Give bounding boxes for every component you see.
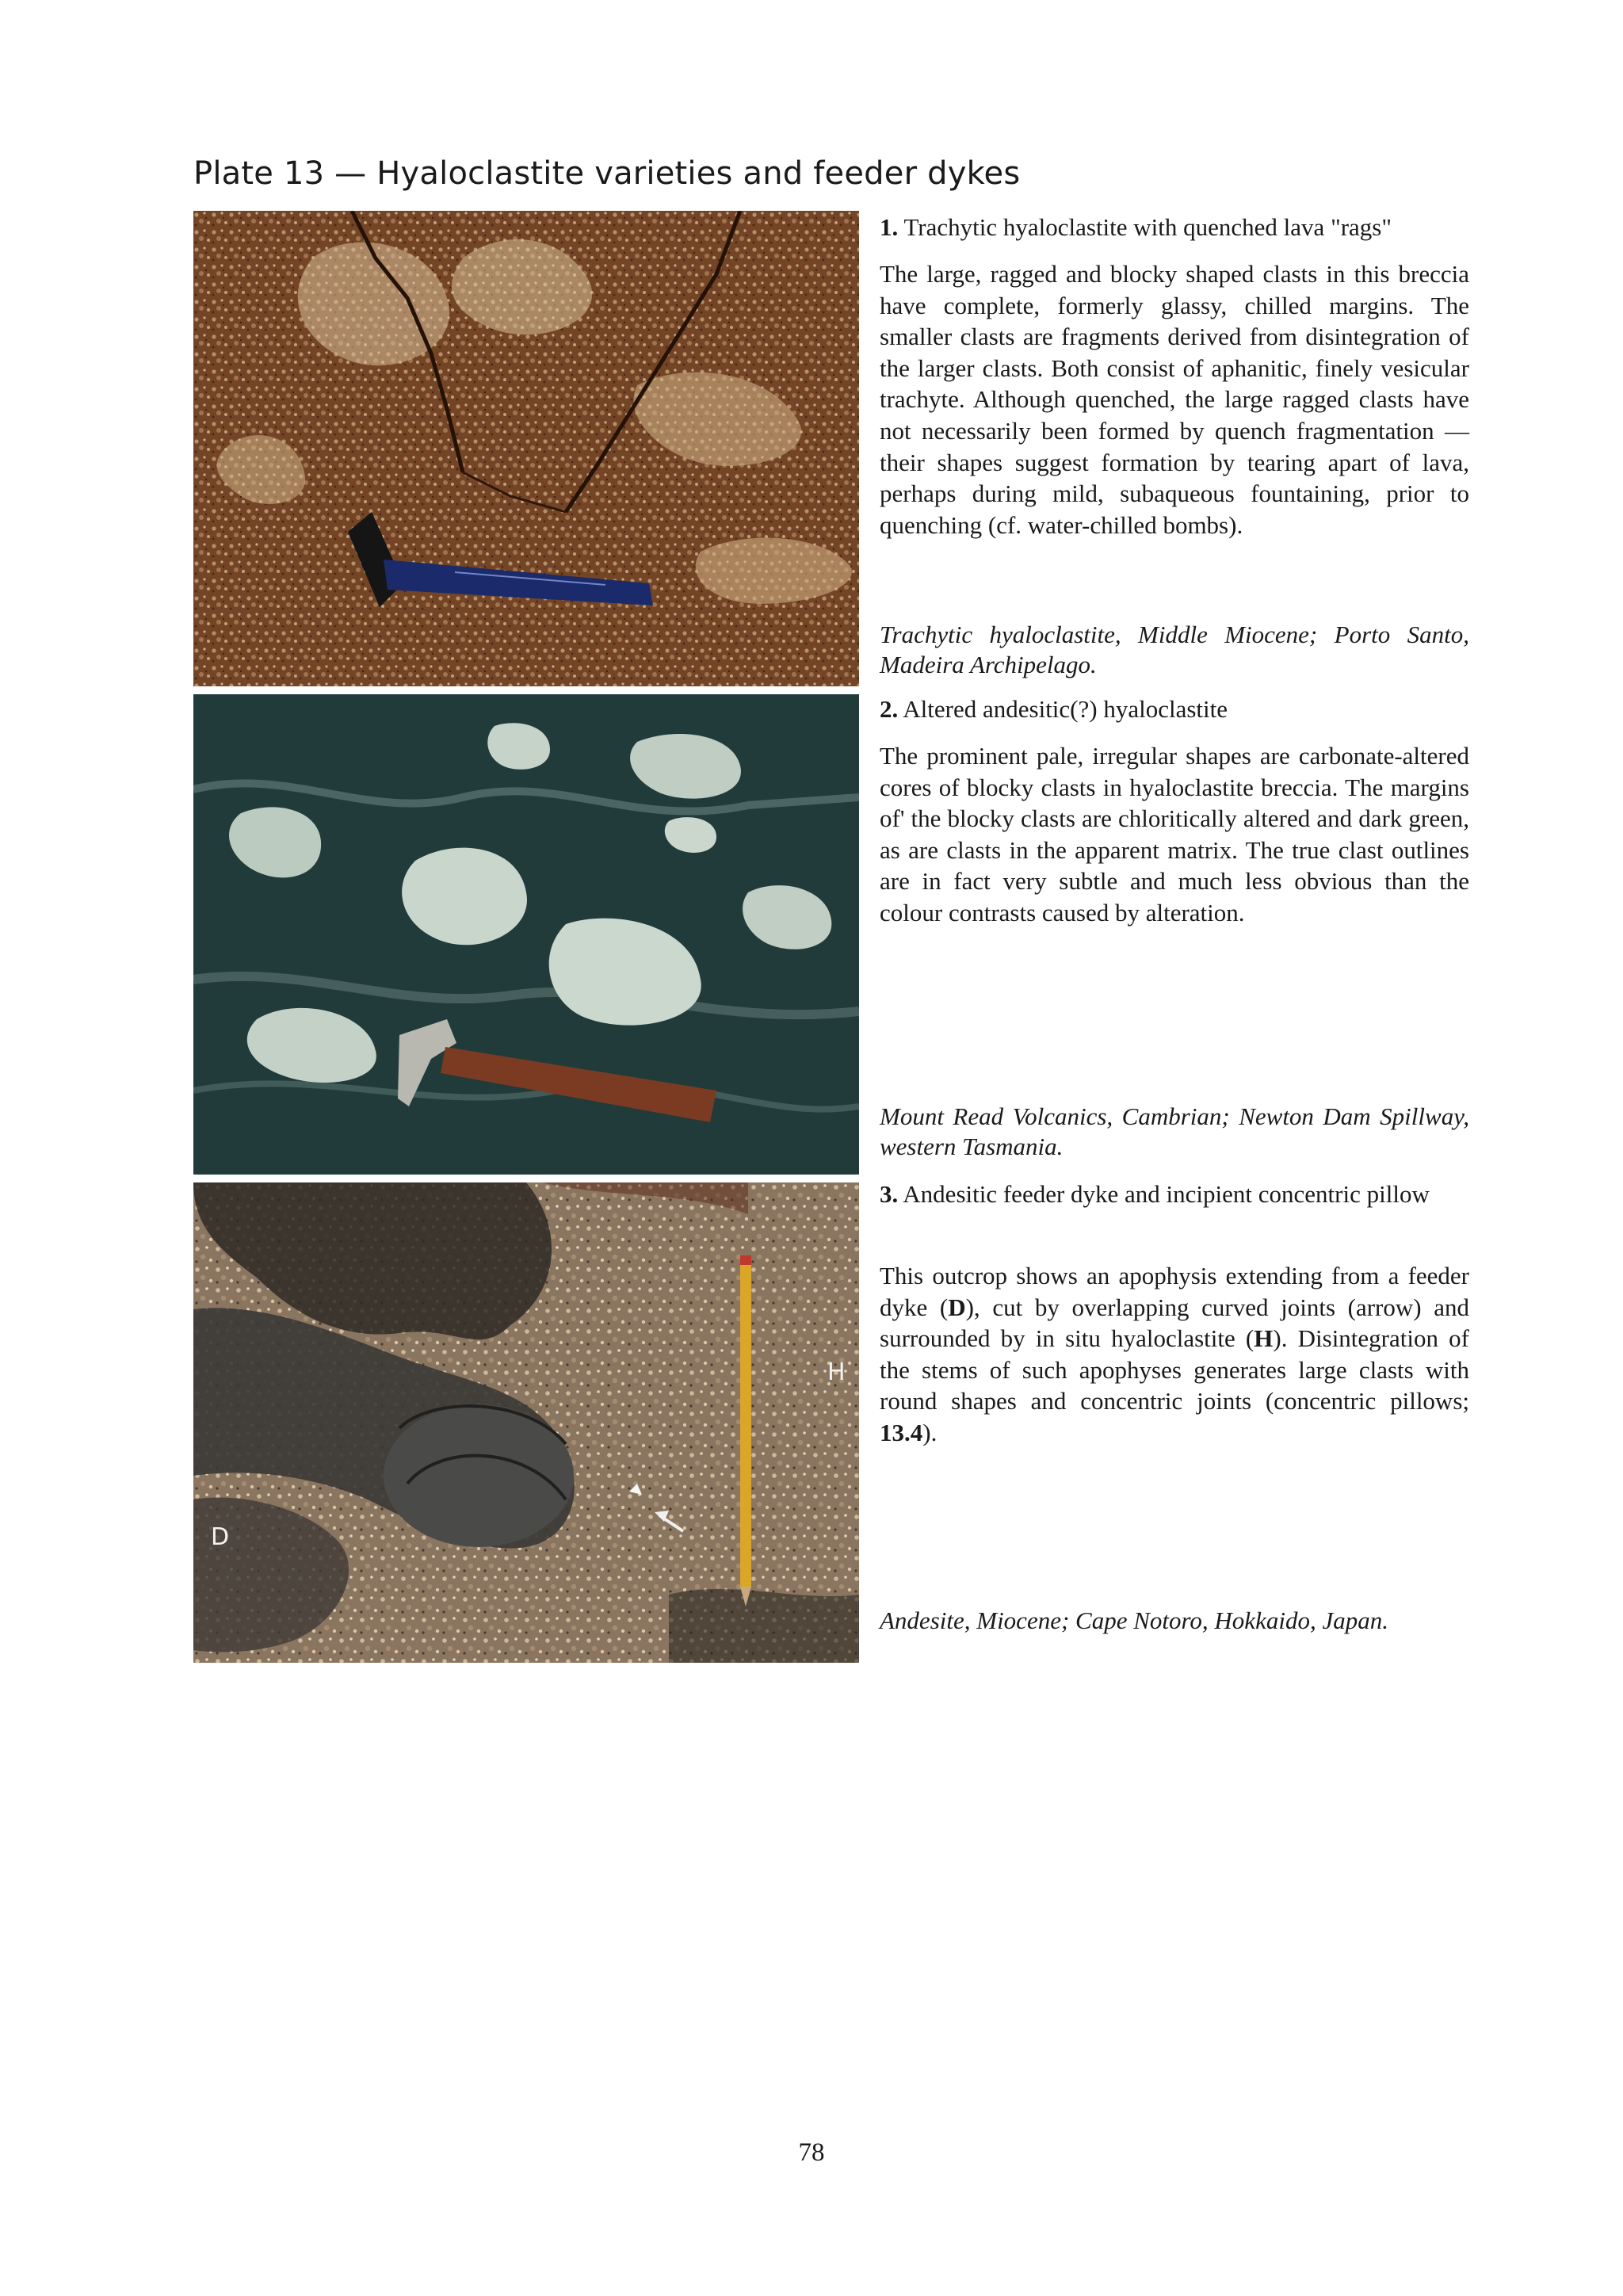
page-number: 78 xyxy=(798,2138,825,2167)
section-2-body-block xyxy=(880,740,1469,929)
section-3-number: 3. xyxy=(880,1180,899,1208)
section-1-caption: Trachytic hyaloclastite, Middle Miocene; Porto Santo, Madeira Archipelago. xyxy=(880,621,1469,678)
section-1-title: Trachytic hyaloclastite with quenched lava "rags" xyxy=(903,213,1392,241)
photo-1-illustration xyxy=(193,211,859,686)
section-2-title: Altered andesitic(?) hyaloclastite xyxy=(903,695,1228,723)
section-2 xyxy=(880,694,1469,724)
section-1-number: 1. xyxy=(880,213,899,241)
plate-title: Plate 13 — Hyaloclastite varieties and feeder dykes xyxy=(193,155,1021,192)
photo-label-hyaloclastite: H xyxy=(827,1358,846,1386)
section-1-body-block xyxy=(880,258,1469,541)
photo-label-dyke: D xyxy=(211,1523,230,1551)
section-3-body-block xyxy=(880,1260,1469,1449)
section-1-heading xyxy=(880,212,1469,243)
photo-2-illustration xyxy=(193,694,859,1175)
section-1-body: The large, ragged and blocky shaped clasts in this breccia have complete, formerly glassy, chilled margins. The smaller clasts are fragments derived from disintegration of the larger clasts. Both consist of aphanitic, finely vesicular trachyte. Although quenched, the large ragged clasts have not necessarily been formed by quench fragmentation — their shapes suggest formation by tearing apart of lava, perhaps during mild, subaqueous fountaining, prior to quenching (cf. water-chilled bombs). xyxy=(880,260,1469,539)
section-3-body-bold-hyaloclastite: H xyxy=(1254,1324,1274,1353)
photo-3-illustration xyxy=(193,1182,859,1663)
section-2-body: The prominent pale, irregular shapes are carbonate-altered cores of blocky clasts in hyaloclastite breccia. The margins of' the blocky clasts are chloritically altered and dark green, as are clasts in the apparent matrix. The true clast outlines are in fact very subtle and much less obvious than the colour contrasts caused by alteration. xyxy=(880,742,1469,926)
photo-altered-andesitic-hyaloclastite xyxy=(193,694,859,1175)
section-3-body-bold-dyke: D xyxy=(948,1293,966,1321)
section-3-body-bold-plate-ref: 13.4 xyxy=(880,1418,923,1446)
photo-andesitic-feeder-dyke xyxy=(193,1182,859,1663)
section-2-number: 2. xyxy=(880,695,899,723)
section-3-body-text-4: ). xyxy=(922,1418,938,1446)
section-3-body-text-3: ). Disintegration of the stems of such apophyses generates large clasts with round shapes and concentric joints (concentric pillows; xyxy=(880,1324,1469,1415)
section-1 xyxy=(880,212,1469,243)
section-2-caption: Mount Read Volcanics, Cambrian; Newton Dam Spillway, western Tasmania. xyxy=(880,1102,1469,1160)
section-3-caption-block xyxy=(880,1606,1469,1636)
section-2-caption-block xyxy=(880,1102,1469,1162)
section-3-caption: Andesite, Miocene; Cape Notoro, Hokkaido, Japan. xyxy=(880,1606,1388,1634)
section-3 xyxy=(880,1179,1469,1209)
section-3-body-text-1: This outcrop shows an apophysis extending from a feeder dyke ( xyxy=(880,1262,1469,1321)
section-1-caption-block xyxy=(880,620,1469,680)
section-3-body-text-2: ), cut by overlapping curved joints (arrow) and surrounded by in situ hyaloclastite ( xyxy=(880,1293,1469,1353)
section-3-heading xyxy=(880,1179,1469,1209)
photo-trachytic-hyaloclastite xyxy=(193,211,859,686)
section-2-heading xyxy=(880,694,1469,724)
section-3-title: Andesitic feeder dyke and incipient concentric pillow xyxy=(903,1180,1430,1208)
section-3-body xyxy=(880,1260,1469,1449)
